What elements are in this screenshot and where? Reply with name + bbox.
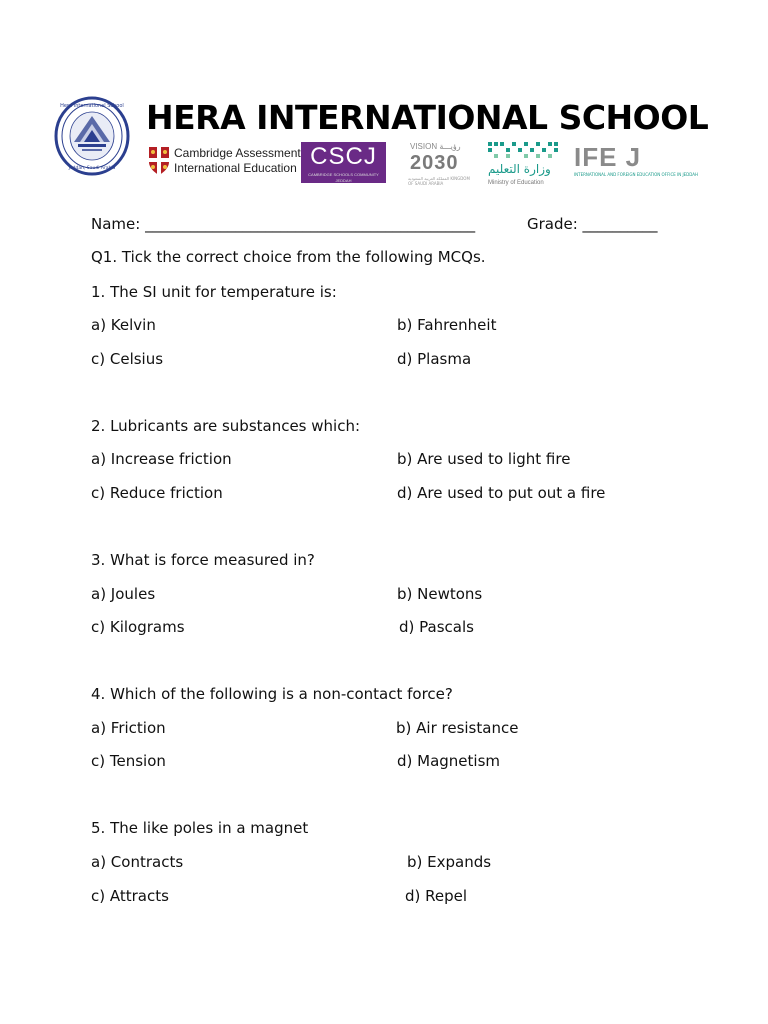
question-2-text: 2. Lubricants are substances which: xyxy=(91,417,361,435)
cscj-sub-text: CAMBRIDGE SCHOOLS COMMUNITY JEDDAH xyxy=(308,172,379,183)
vision-label: VISION رؤيـــة xyxy=(410,142,461,151)
cambridge-line2: International Education xyxy=(174,161,297,175)
cambridge-shield-icon xyxy=(148,146,170,176)
question-4-option-d[interactable]: d) Magnetism xyxy=(397,752,501,770)
vision-2030-logo xyxy=(406,142,468,186)
moe-arabic-text: وزارة التعليم xyxy=(488,162,551,176)
seal-text-bottom: Jeddah, Saudi Arabia xyxy=(68,166,116,171)
question-1-option-d[interactable]: d) Plasma xyxy=(397,350,472,368)
question-3-option-c[interactable]: c) Kilograms xyxy=(91,618,185,636)
question-4-option-b[interactable]: b) Air resistance xyxy=(396,719,519,737)
question-1-option-c[interactable]: c) Celsius xyxy=(91,350,164,368)
cambridge-assessment-logo xyxy=(148,144,301,180)
instruction-text: Q1. Tick the correct choice from the following MCQs. xyxy=(91,248,486,266)
question-3-option-d[interactable]: d) Pascals xyxy=(399,618,474,636)
grade-field-label: Grade: __________ xyxy=(527,215,658,233)
name-field-label: Name: ____________________________________________ xyxy=(91,215,476,233)
question-2-option-a[interactable]: a) Increase friction xyxy=(91,450,232,468)
question-3-text: 3. What is force measured in? xyxy=(91,551,315,569)
ife-sub-text: INTERNATIONAL AND FOREIGN EDUCATION OFFICE IN JEDDAH xyxy=(574,172,699,177)
cscj-logo xyxy=(301,142,386,183)
seal-text-top: Hera International School xyxy=(60,103,124,109)
question-5-option-b[interactable]: b) Expands xyxy=(407,853,492,871)
question-1-text: 1. The SI unit for temperature is: xyxy=(91,283,337,301)
question-5-text: 5. The like poles in a magnet xyxy=(91,819,309,837)
vision-sub-text: المملكة العربية السعودية KINGDOM OF SAUDI ARABIA xyxy=(408,176,470,186)
ife-main-text: IFE J xyxy=(574,142,642,172)
cambridge-line1: Cambridge Assessment xyxy=(174,146,301,160)
question-4-option-c[interactable]: c) Tension xyxy=(91,752,166,770)
question-2-option-d[interactable]: d) Are used to put out a fire xyxy=(397,484,606,502)
question-3-option-a[interactable]: a) Joules xyxy=(91,585,156,603)
question-3-option-b[interactable]: b) Newtons xyxy=(397,585,483,603)
question-5-option-d[interactable]: d) Repel xyxy=(405,887,468,905)
cscj-main-text: CSCJ xyxy=(310,143,377,170)
question-1-option-b[interactable]: b) Fahrenheit xyxy=(397,316,497,334)
moe-dots-mark xyxy=(486,140,562,160)
moe-english-text: Ministry of Education xyxy=(488,180,544,186)
question-4-option-a[interactable]: a) Friction xyxy=(91,719,166,737)
question-2-option-c[interactable]: c) Reduce friction xyxy=(91,484,223,502)
question-5-option-c[interactable]: c) Attracts xyxy=(91,887,169,905)
question-5-option-a[interactable]: a) Contracts xyxy=(91,853,184,871)
ministry-of-education-logo xyxy=(484,140,564,190)
school-title: HERA INTERNATIONAL SCHOOL xyxy=(146,98,709,137)
vision-year: 2030 xyxy=(410,152,459,174)
question-1-option-a[interactable]: a) Kelvin xyxy=(91,316,156,334)
ife-j-logo xyxy=(574,142,699,186)
school-seal-logo xyxy=(54,96,130,176)
question-4-text: 4. Which of the following is a non-contact force? xyxy=(91,685,453,703)
question-2-option-b[interactable]: b) Are used to light fire xyxy=(397,450,571,468)
